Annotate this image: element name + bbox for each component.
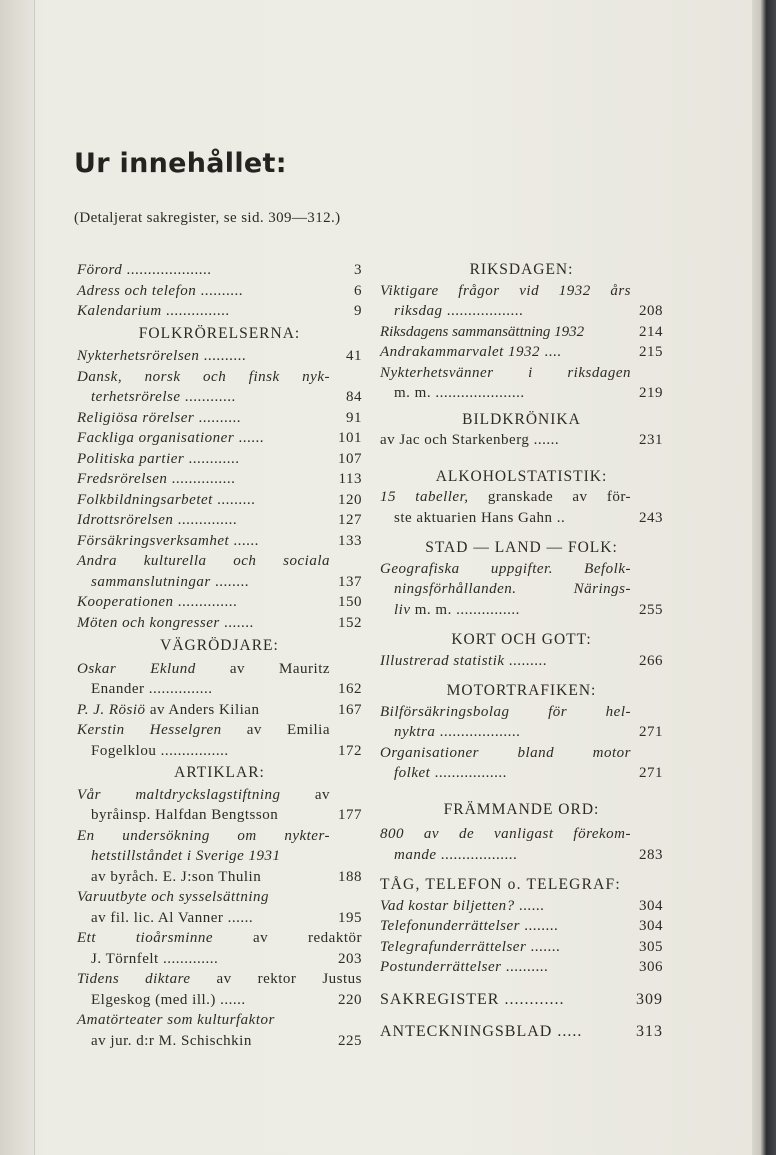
toc-entry: Andra kulturella och sociala sammanslutningar ........ 137 [77,551,362,592]
page-number: 208 [639,303,663,319]
page-number: 255 [639,601,663,618]
page-number: 283 [639,846,663,863]
page-number: 120 [338,491,362,508]
toc-entry: Illustrerad statistik ......... 266 [380,651,663,672]
toc-entry: Försäkringsverksamhet ...... 133 [77,531,362,552]
page-number: 220 [338,991,362,1008]
section-heading: STAD — LAND — FOLK: [425,539,618,556]
toc-entry: Bilförsäkringsbolag för hel- nyktra ................... 271 [380,702,663,743]
book-edge [752,0,776,1155]
page-number: 214 [639,323,663,340]
toc-entry: Postunderrättelser .......... 306 [380,957,663,978]
page-gutter [0,0,35,1155]
page-number: 41 [346,348,362,364]
toc-entry: 15 tabeller, granskade av för- ste aktuarien Hans Gahn .. 243 [380,487,663,528]
page-number: 133 [338,532,362,549]
toc-entry: 800 av de vanligast förekom- mande .................. 283 [380,824,663,865]
toc-entry: Idrottsrörelsen .............. 127 [77,510,362,531]
toc-entry: Adress och telefon .......... 6 [77,281,362,302]
toc-entry: Möten och kongresser ....... 152 [77,613,362,634]
page-number: 195 [338,909,362,926]
section-heading: FRÄMMANDE ORD: [443,800,600,818]
page-number: 172 [338,742,362,759]
section-heading: ARTIKLAR: [174,764,265,781]
page-number: 162 [338,681,362,697]
page-number: 167 [338,701,362,718]
page-number: 177 [338,807,362,823]
toc-entry: Oskar Eklund av Mauritz Enander ............... 162 [77,659,362,700]
toc-entry: Nykterhetsvänner i riksdagen m. m. ..................... 219 [380,363,663,404]
toc-entry: P. J. Rösiö av Anders Kilian 167 [77,700,362,721]
toc-entry: Folkbildningsarbetet ......... 120 [77,490,362,511]
page-number: 304 [639,918,663,934]
page-number: 313 [636,1023,663,1040]
page-number: 152 [338,614,362,631]
toc-entry: Tidens diktare av rektor Justus Elgeskog (med ill.) ...... 220 [77,969,362,1010]
page-number: 137 [338,573,362,590]
page-number: 219 [639,385,663,401]
page-number: 91 [346,409,362,426]
toc-entry: Nykterhetsrörelsen .......... 41 [77,346,362,367]
toc-left-column [77,260,362,1051]
page-number: 225 [338,1032,362,1049]
page-number: 243 [639,509,663,526]
page-number: 3 [354,262,362,278]
page-number: 306 [639,959,663,975]
page-number: 215 [639,344,663,360]
toc-entry: Varuutbyte och sysselsättning av fil. lic. Al Vanner ...... 195 [77,887,362,928]
subtitle-note: (Detaljerat sakregister, se sid. 309—312.) [74,210,341,226]
page-number: 113 [338,471,362,487]
toc-entry: Förord .................... 3 [77,260,362,281]
toc-entry: Viktigare frågor vid 1932 års riksdag .................. 208 [380,281,663,322]
page-number: 188 [338,868,362,885]
toc-entry: Telefonunderrättelser ........ 304 [380,916,663,937]
page-number: 231 [639,432,663,448]
toc-entry: En undersökning om nykter- hetstillståndet i Sverige 1931 av byråch. E. J:son Thulin 188 [77,826,362,888]
toc-entry: Andrakammarvalet 1932 .... 215 [380,342,663,363]
page-title: Ur innehållet: [74,148,287,179]
section-heading: MOTORTRAFIKEN: [446,682,597,699]
section-heading: TÅG, TELEFON o. TELEGRAF: [380,876,621,893]
page-number: 271 [639,724,663,740]
page-number: 271 [639,765,663,781]
page-number: 127 [338,512,362,528]
section-heading: FOLKRÖRELSERNA: [138,324,301,342]
toc-entry: SAKREGISTER ............ 309 [380,990,663,1011]
section-heading: KORT OCH GOTT: [451,631,592,648]
section-heading: VÄGRÖDJARE: [160,637,279,654]
toc-entry: Ett tioårsminne av redaktör J. Törnfelt ............. 203 [77,928,362,969]
page-number: 305 [639,938,663,955]
toc-entry: Kalendarium ............... 9 [77,301,362,322]
page-number: 6 [354,282,362,299]
section-heading: ALKOHOLSTATISTIK: [435,467,608,485]
page-number: 309 [636,990,663,1008]
toc-entry: Vad kostar biljetten? ...... 304 [380,896,663,917]
toc-entry: Fredsrörelsen ............... 113 [77,469,362,490]
toc-entry: Organisationer bland motor folket ................. 271 [380,743,663,784]
toc-entry: Kooperationen .............. 150 [77,592,362,613]
toc-entry: Dansk, norsk och finsk nyk- terhetsrörelse ............ 84 [77,367,362,408]
page-number: 304 [639,897,663,914]
page-number: 9 [354,303,362,319]
toc-entry: Vår maltdryckslagstiftning av byråinsp. Halfdan Bengtsson 177 [77,785,362,826]
page-number: 101 [338,430,362,446]
toc-right-column [380,260,663,1043]
toc-entry: av Jac och Starkenberg ...... 231 [380,430,663,451]
page-number: 107 [338,450,362,467]
page-number: 150 [338,594,362,610]
toc-entry: Riksdagens sammansättning 1932 214 [380,322,663,343]
toc-entry: Kerstin Hesselgren av Emilia Fogelklou ................ 172 [77,720,362,761]
toc-entry: Fackliga organisationer ...... 101 [77,428,362,449]
toc-entry: Politiska partier ............ 107 [77,449,362,470]
toc-entry: ANTECKNINGSBLAD ..... 313 [380,1022,663,1043]
toc-entry: Geografiska uppgifter. Befolk- ningsförhållanden. Närings- liv m. m. ............... 255 [380,559,663,621]
section-heading: BILDKRÖNIKA [462,410,581,428]
page-number: 266 [639,652,663,669]
page-number: 84 [346,389,362,405]
page-number: 203 [338,950,362,967]
toc-entry: Religiösa rörelser .......... 91 [77,408,362,429]
section-heading: RIKSDAGEN: [469,261,574,278]
toc-entry: Amatörteater som kulturfaktor av jur. d:r M. Schischkin 225 [77,1010,362,1051]
toc-entry: Telegrafunderrättelser ....... 305 [380,937,663,958]
